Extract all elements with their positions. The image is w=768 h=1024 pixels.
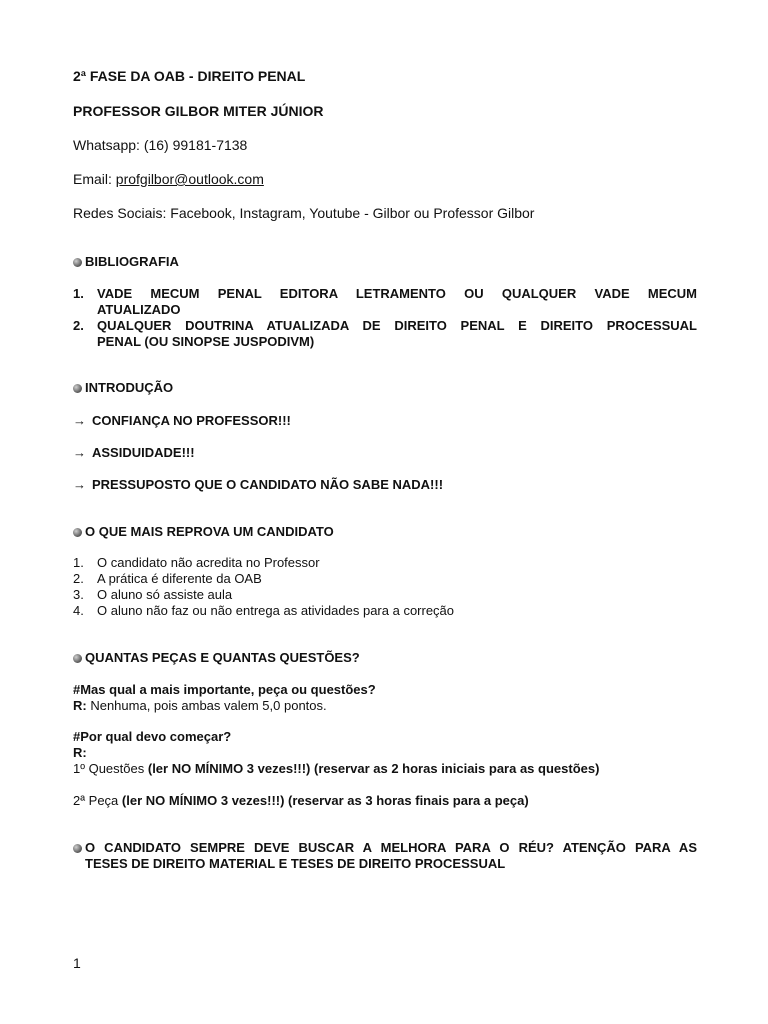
list-item-text: A prática é diferente da OAB [97,571,262,586]
melhora-heading-line: TESES DE DIREITO MATERIAL E TESES DE DIREITO PROCESSUAL [85,856,506,871]
answer-2-label: R: [73,745,87,760]
answer-1 [73,698,327,713]
answer-text: Nenhuma, pois ambas valem 5,0 pontos. [86,698,327,713]
bibliografia-heading [73,254,179,269]
reprova-heading-text: O QUE MAIS REPROVA UM CANDIDATO [85,524,334,539]
bibliografia-heading-text: BIBLIOGRAFIA [85,254,179,269]
list-item [73,603,454,619]
quantas-heading [73,650,360,665]
email-line [73,171,264,187]
melhora-heading-line: O CANDIDATO SEMPRE DEVE BUSCAR A MELHORA PARA O RÉU? ATENÇÃO PARA AS [85,840,697,855]
reprova-list [73,555,454,619]
list-item-text: O aluno só assiste aula [97,587,233,602]
list-number: 1. [73,286,84,301]
answer-label: R: [73,698,87,713]
bullet-icon [73,654,82,663]
step-2 [73,793,529,808]
list-item [73,571,454,587]
list-number: 3. [73,587,84,602]
question-1: #Mas qual a mais importante, peça ou questões? [73,682,376,697]
introducao-heading [73,380,173,395]
quantas-heading-text: QUANTAS PEÇAS E QUANTAS QUESTÕES? [85,650,360,665]
arrow-right-icon: → [73,445,86,460]
list-item [73,587,454,603]
introducao-item-text: PRESSUPOSTO QUE O CANDIDATO NÃO SABE NADA!!! [92,477,444,492]
step-1-label: 1º Questões [73,761,148,776]
whatsapp-line: Whatsapp: (16) 99181-7138 [73,137,248,153]
list-number: 1. [73,555,84,570]
step-1 [73,761,599,776]
bullet-icon [73,528,82,537]
bullet-icon [73,258,82,267]
introducao-heading-text: INTRODUÇÃO [85,380,174,395]
list-item [73,555,454,571]
list-item-text: O aluno não faz ou não entrega as atividades para a correção [97,603,455,618]
bibliografia-item [73,286,697,301]
melhora-heading [73,840,697,855]
step-2-detail: (ler NO MÍNIMO 3 vezes!!!) (reservar as 3 horas finais para a peça) [121,793,529,808]
arrow-right-icon: → [73,413,86,428]
professor-name: PROFESSOR GILBOR MITER JÚNIOR [73,103,324,119]
social-line: Redes Sociais: Facebook, Instagram, Youtube - Gilbor ou Professor Gilbor [73,205,535,221]
page-number: 1 [73,955,81,971]
question-2: #Por qual devo começar? [73,729,232,744]
step-1-detail: (ler NO MÍNIMO 3 vezes!!!) (reservar as 2 horas iniciais para as questões) [147,761,600,776]
bibliografia-item [73,318,697,333]
step-2-label: 2ª Peça [73,793,122,808]
list-number: 2. [73,318,84,333]
email-link[interactable]: profgilbor@outlook.com [115,171,264,187]
introducao-item [73,413,291,428]
introducao-item [73,445,195,460]
reprova-heading [73,524,334,539]
introducao-item [73,477,443,492]
introducao-item-text: ASSIDUIDADE!!! [92,445,195,460]
bibliografia-item-line: QUALQUER DOUTRINA ATUALIZADA DE DIREITO PENAL E DIREITO PROCESSUAL [97,318,697,333]
list-number: 4. [73,603,84,618]
bullet-icon [73,844,82,853]
email-label: Email: [73,171,116,187]
introducao-item-text: CONFIANÇA NO PROFESSOR!!! [92,413,291,428]
arrow-right-icon: → [73,477,86,492]
bullet-icon [73,384,82,393]
bibliografia-item-line: VADE MECUM PENAL EDITORA LETRAMENTO OU QUALQUER VADE MECUM [97,286,697,301]
bibliografia-item-line: ATUALIZADO [97,302,181,317]
list-number: 2. [73,571,84,586]
document-title: 2ª FASE DA OAB - DIREITO PENAL [73,68,306,84]
list-item-text: O candidato não acredita no Professor [97,555,320,570]
bibliografia-item-line: PENAL (OU SINOPSE JUSPODIVM) [97,334,315,349]
